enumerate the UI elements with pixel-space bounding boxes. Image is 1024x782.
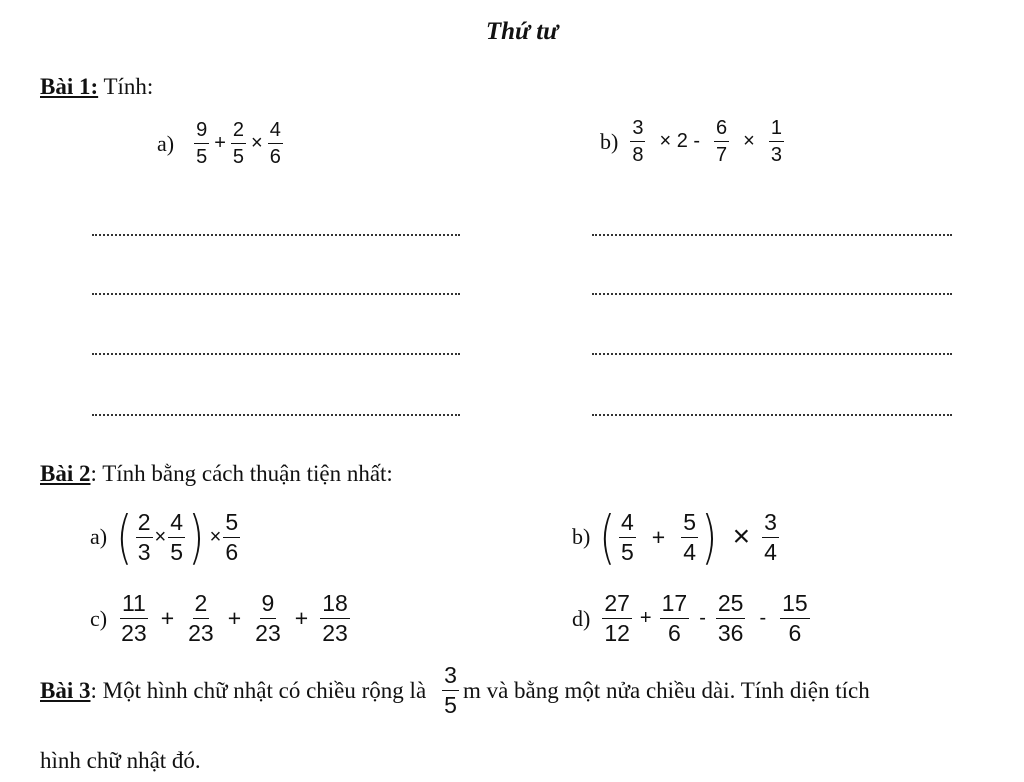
denominator: 12 [604,620,630,646]
numerator: 3 [762,511,779,538]
operator: × [251,132,263,154]
denominator: 3 [770,144,782,166]
fraction [136,508,153,565]
bai1-expression-a [157,120,283,167]
bai2-heading-line [40,461,393,487]
fraction [442,664,459,717]
fraction [630,118,645,165]
right-parenthesis: ) [188,503,205,571]
denominator: 36 [717,620,744,646]
denominator: 3 [137,538,151,565]
denominator: 5 [444,692,457,718]
numerator: 9 [194,120,209,144]
numerator: 9 [260,592,277,619]
answer-line [92,414,460,416]
numerator: 2 [193,592,210,619]
fraction [231,120,246,167]
denominator: 5 [232,146,245,168]
fraction [780,592,810,645]
denominator: 4 [764,538,777,565]
operator: + [227,605,242,631]
bai2-expression-d [572,592,810,645]
operator: × 2 - [659,130,701,152]
bai2-expression-c [90,592,350,645]
fraction [194,120,209,167]
fraction [681,508,698,565]
numerator: 4 [168,511,185,538]
denominator: 23 [255,620,281,646]
numerator: 1 [769,118,784,142]
denominator: 7 [716,144,728,166]
numerator: 18 [320,592,350,619]
bai3-paragraph [40,664,870,717]
bai1-instruction: Tính: [103,74,154,99]
denominator: 6 [269,146,281,168]
bai2-expression-b [572,503,779,571]
operator: × [154,525,167,548]
answer-line [592,234,952,236]
operator: + [160,605,175,631]
operator: + [651,523,666,550]
left-parenthesis: ( [599,503,616,571]
operator: - [759,607,767,629]
bai2-heading: Bài 2 [40,461,91,486]
denominator: 5 [170,538,184,565]
numerator: 3 [630,118,645,142]
numerator: 5 [681,511,698,538]
fraction [268,120,283,167]
fraction [714,118,729,165]
denominator: 8 [632,144,644,166]
numerator: 15 [780,592,810,619]
bai2-instruction: : Tính bằng cách thuận tiện nhất: [90,461,393,486]
numerator: 17 [660,592,690,619]
operator: + [294,605,309,631]
bai2-expression-a [90,503,240,571]
answer-line [592,414,952,416]
operator: + [639,607,652,629]
answer-line [592,293,952,295]
operator: + [214,132,226,154]
answer-line [92,353,460,355]
numerator: 6 [714,118,729,142]
numerator: 2 [231,120,246,144]
fraction [619,508,636,565]
numerator: 4 [268,120,283,144]
left-parenthesis: ( [116,503,133,571]
denominator: 23 [188,620,214,646]
fraction [762,508,779,565]
fraction [186,592,216,645]
denominator: 6 [788,620,802,646]
denominator: 6 [225,538,239,565]
bai1-heading-line [40,74,153,100]
numerator: 27 [602,592,632,619]
bai1-heading: Bài 1: [40,74,99,99]
denominator: 4 [683,538,696,565]
fraction [119,592,149,645]
numerator: 4 [619,511,636,538]
bai3-text-after: m và bằng một nửa chiều dài. Tính diện tích [462,677,870,703]
denominator: 23 [121,620,147,646]
numerator: 11 [120,592,148,619]
bai3-text-before: : Một hình chữ nhật có chiều rộng là [90,677,427,703]
denominator: 5 [196,146,208,168]
bai3-heading: Bài 3 [40,677,91,703]
fraction [223,508,240,565]
bai1-expression-b [600,118,784,165]
bai3-line2: hình chữ nhật đó. [40,748,201,773]
operator: × [732,520,751,553]
item-label: c) [90,605,108,631]
fraction [320,592,350,645]
numerator: 2 [136,511,153,538]
item-label: a) [90,524,108,549]
answer-line [92,293,460,295]
right-parenthesis: ) [701,503,718,571]
numerator: 5 [223,511,240,538]
fraction [769,118,784,165]
denominator: 6 [668,620,681,646]
operator: × [209,525,222,548]
fraction [253,592,283,645]
denominator: 23 [322,620,348,646]
numerator: 25 [716,592,746,619]
operator: - [699,607,706,629]
item-label: b) [600,128,619,154]
operator: × [743,130,755,152]
denominator: 5 [620,538,634,565]
item-label: d) [572,605,591,631]
item-label: b) [572,524,591,549]
answer-line [592,353,952,355]
page-title: Thứ tư [485,18,559,45]
fraction [716,592,746,645]
numerator: 3 [442,664,459,691]
item-label: a) [157,130,175,156]
fraction [602,592,632,645]
fraction [660,592,690,645]
answer-line [92,234,460,236]
fraction [168,508,185,565]
